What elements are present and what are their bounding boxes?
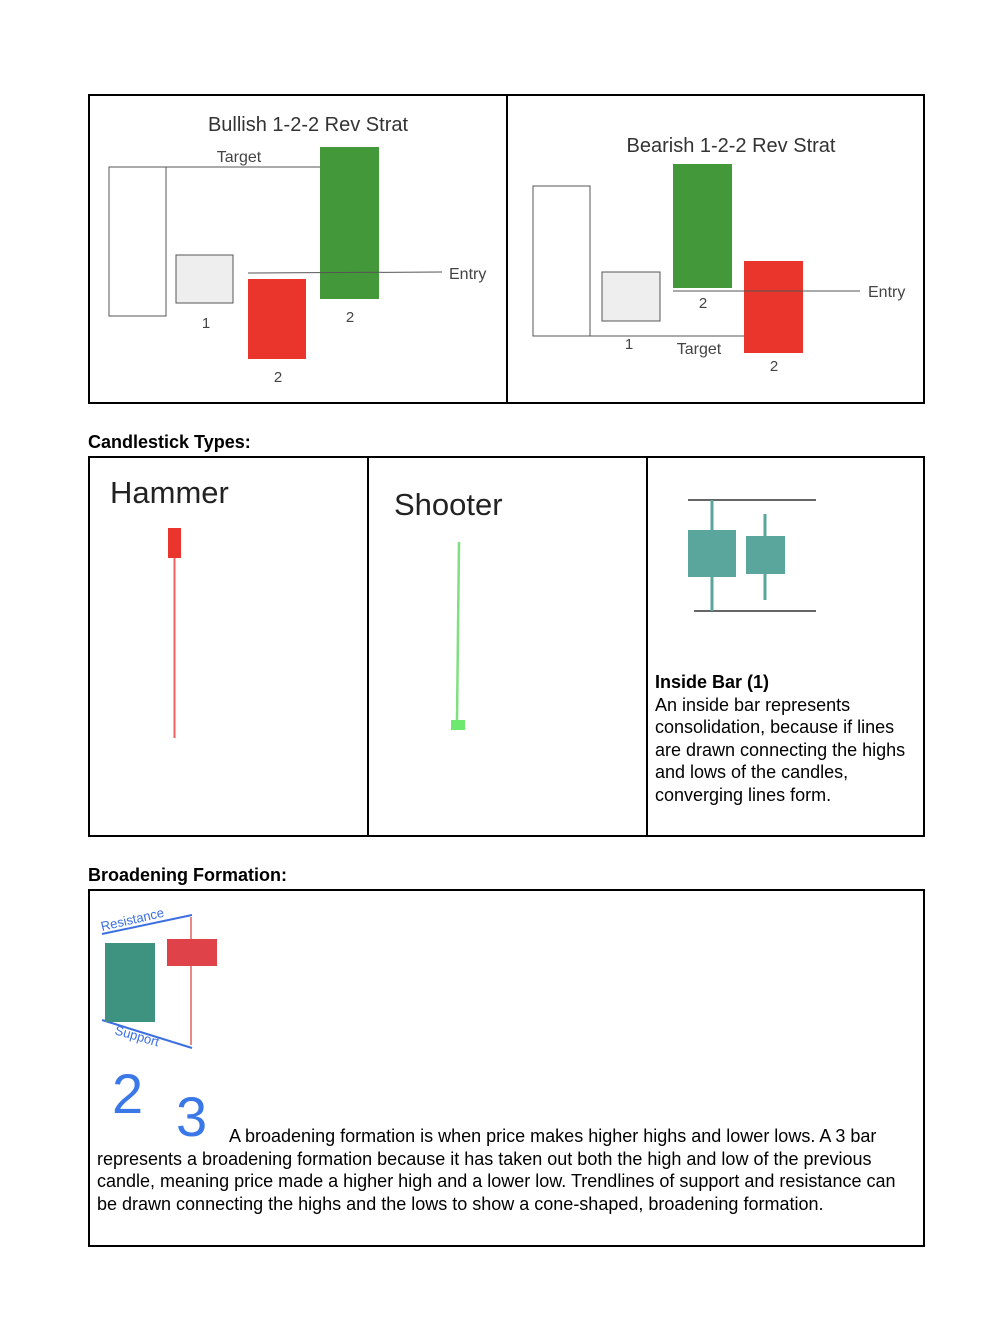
support-label: Support [113,1022,162,1050]
hammer-diagram [90,458,367,835]
shooter-title: Shooter [394,487,503,522]
bar-3-label: 3 [176,1085,208,1148]
inside-bar-title: Inside Bar (1) [655,672,770,692]
bearish-prior-bar [533,186,590,336]
bearish-inside-bar-label: 1 [624,336,634,353]
bearish-red-bar-label: 2 [769,358,779,375]
green-bar [105,943,155,1022]
inside-bar-cell [648,458,923,835]
hammer-title: Hammer [110,475,229,510]
hammer-cell [90,458,367,835]
bar-2-label: 2 [112,1062,144,1125]
bearish-green-bar [673,164,732,288]
bullish-inside-bar-label: 1 [201,315,211,332]
strat-panel-bullish [88,94,508,404]
bearish-target-label: Target [676,341,722,358]
bullish-red-bar [248,279,306,359]
mother-bar-body [688,530,736,577]
bullish-green-bar-label: 2 [345,309,355,326]
bullish-inside-bar [176,255,233,303]
bullish-entry-label: Entry [449,266,487,283]
shooter-cell [369,458,646,835]
bearish-red-bar [744,261,803,353]
bullish-entry-line [248,272,442,273]
red-bar-body [167,939,217,966]
inside-bar-body [746,536,785,574]
shooter-diagram [369,458,646,835]
bearish-title: Bearish 1-2-2 Rev Strat [626,135,836,157]
bearish-entry-label: Entry [868,284,906,301]
broadening-formation-heading: Broadening Formation: [88,865,287,885]
bullish-red-bar-label: 2 [273,369,283,386]
hammer-body [168,528,181,558]
shooter-wick [457,542,459,720]
bearish-inside-bar [602,272,660,321]
resistance-label: Resistance [99,904,166,934]
inside-bar-description: An inside bar represents consolidation, because if lines are drawn connecting the highs and lows of the candles, converging lines form. [655,694,906,805]
shooter-body [451,720,465,730]
bullish-prior-bar [109,167,166,316]
broadening-description [97,1125,909,1215]
bullish-diagram [90,96,506,402]
inside-bar-text [655,671,917,806]
bearish-green-bar-label: 2 [698,295,708,312]
strat-panel-bearish [506,94,925,404]
candlestick-types-table [88,456,925,837]
bullish-target-label: Target [216,149,262,166]
broadening-diagram [90,891,330,1151]
bullish-title: Bullish 1-2-2 Rev Strat [207,114,409,136]
candlestick-types-heading: Candlestick Types: [88,432,251,452]
inside-bar-diagram [648,458,923,668]
broadening-description-text: A broadening formation is when price makes higher highs and lower lows. A 3 bar represents a broadening formation because it has taken out both the high and low of the previous candle, meaning price made a higher high and a lower low. Trendlines of support and resistance can be drawn connecting the highs and the lows to show a cone-shaped, broadening formation. [97,1126,896,1214]
bullish-green-bar [320,147,379,299]
bearish-diagram [508,96,923,402]
